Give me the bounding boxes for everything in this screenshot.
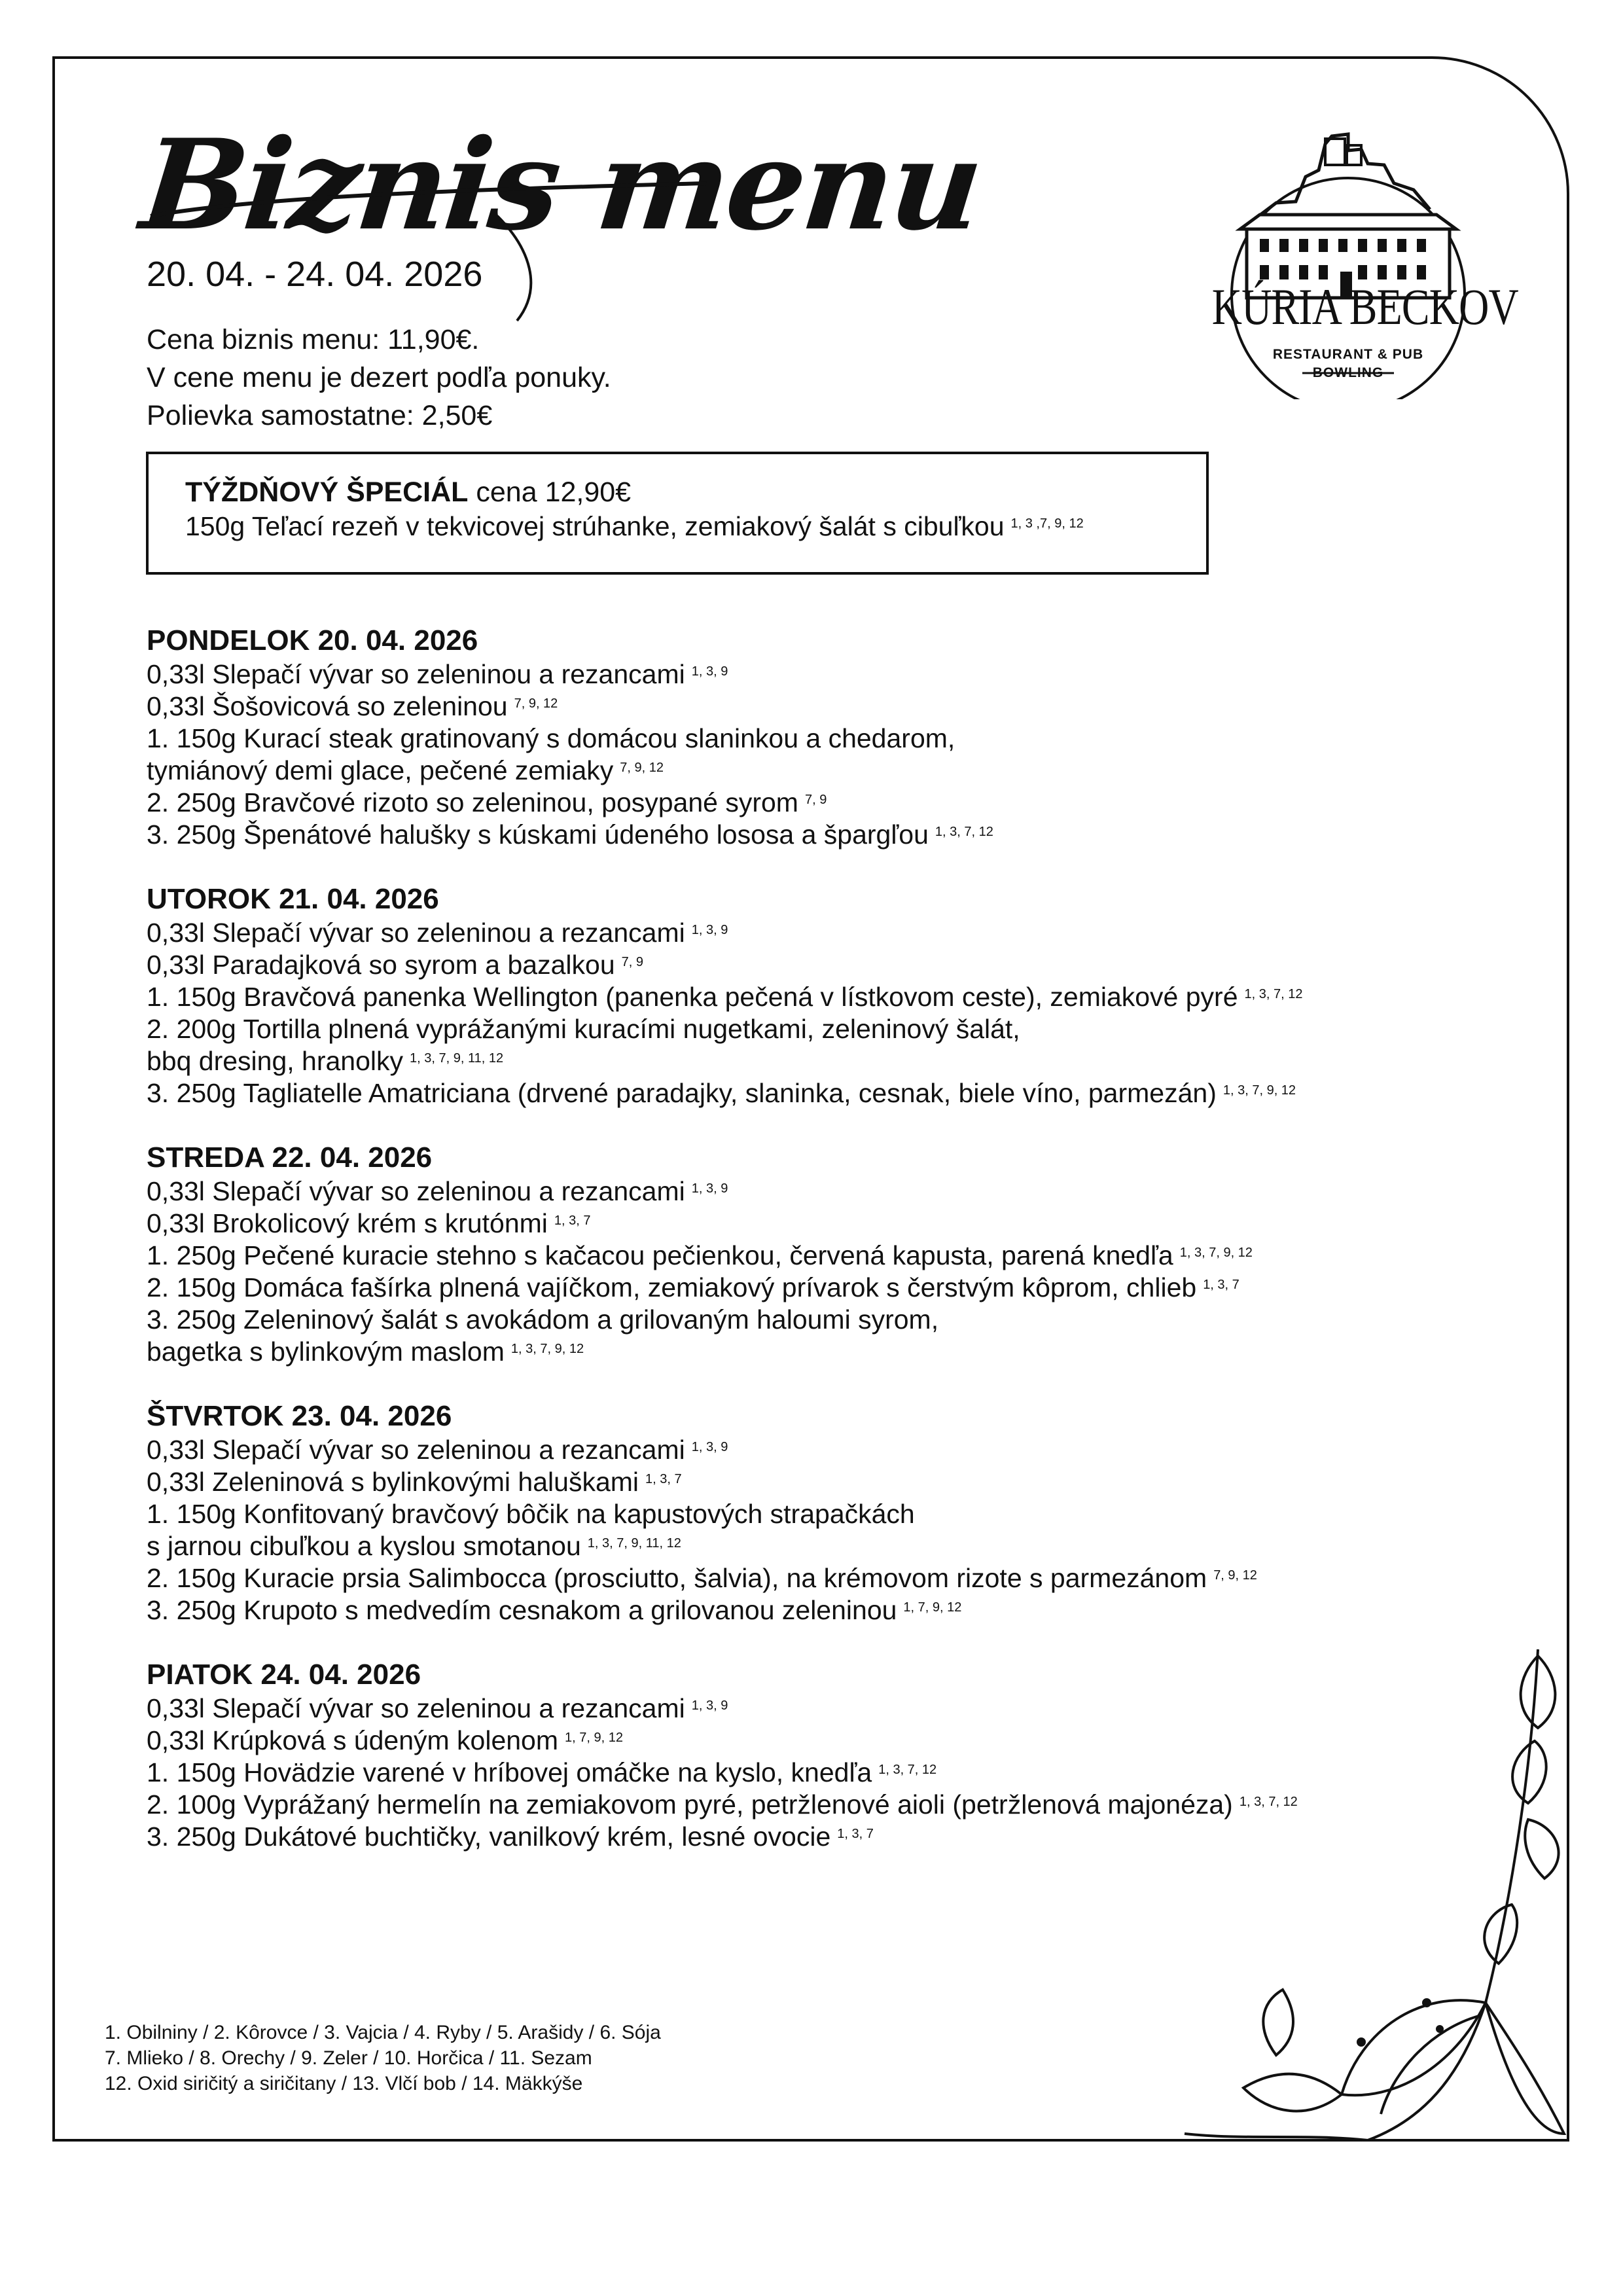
- allergen-legend: [105, 2020, 661, 2096]
- allergen-codes: 1, 3, 9: [691, 923, 728, 937]
- menu-item-text: 2. 100g Vyprážaný hermelín na zemiakovom pyré, petržlenové aioli (petržlenová majonéza): [147, 1789, 1233, 1820]
- menu-item: [147, 981, 1521, 1013]
- menu-item-text: 0,33l Slepačí vývar so zeleninou a rezancami: [147, 659, 685, 689]
- allergen-codes: 7, 9, 12: [620, 761, 664, 775]
- menu-item: [147, 1208, 1521, 1240]
- menu-item-text: 0,33l Slepačí vývar so zeleninou a rezancami: [147, 1176, 685, 1206]
- allergen-codes: 1, 3, 7, 12: [1239, 1795, 1298, 1809]
- menu-item-text: 0,33l Krúpková s údeným kolenom: [147, 1725, 559, 1755]
- special-dish: 150g Teľací rezeň v tekvicovej strúhanke, zemiakový šalát s cibuľkou: [185, 511, 1005, 541]
- allergen-codes: 7, 9, 12: [1213, 1568, 1257, 1583]
- menu-item-text: 3. 250g Zeleninový šalát s avokádom a grilovaným haloumi syrom,: [147, 1304, 939, 1335]
- menu-item-text: tymiánový demi glace, pečené zemiaky: [147, 755, 614, 785]
- menu-item-text: 3. 250g Dukátové buchtičky, vanilkový krém, lesné ovocie: [147, 1821, 831, 1852]
- menu-item-text: 0,33l Slepačí vývar so zeleninou a rezancami: [147, 1435, 685, 1465]
- allergen-codes: 7, 9: [804, 793, 827, 807]
- allergen-codes: 1, 3, 7: [1203, 1278, 1240, 1292]
- allergen-codes: 1, 3, 7, 9, 11, 12: [410, 1051, 504, 1066]
- floral-decoration: [1145, 1636, 1577, 2147]
- menu-item-text: 3. 250g Krupoto s medvedím cesnakom a grilovanou zeleninou: [147, 1595, 897, 1625]
- menu-item-text: 1. 150g Kurací steak gratinovaný s domácou slaninkou a chedarom,: [147, 723, 955, 753]
- menu-item-text: bagetka s bylinkovým maslom: [147, 1336, 505, 1367]
- day-section: [147, 882, 1521, 1109]
- day-title: STREDA 22. 04. 2026: [147, 1141, 433, 1174]
- menu-item: [147, 691, 1521, 723]
- allergen-legend-line: 1. Obilniny / 2. Kôrovce / 3. Vajcia / 4. Ryby / 5. Arašidy / 6. Sója: [105, 2022, 661, 2043]
- menu-item: [147, 1304, 1521, 1336]
- menu-item-text: 1. 250g Pečené kuracie stehno s kačacou pečienkou, červená kapusta, parená knedľa: [147, 1240, 1173, 1270]
- menu-item-text: 0,33l Slepačí vývar so zeleninou a rezancami: [147, 1693, 685, 1723]
- menu-item-text: 1. 150g Konfitovaný bravčový bôčik na kapustových strapačkách: [147, 1499, 915, 1529]
- special-price: cena 12,90€: [476, 476, 632, 508]
- day-title: UTOROK 21. 04. 2026: [147, 883, 439, 915]
- menu-item: [147, 1466, 1521, 1498]
- menu-item: [147, 723, 1521, 755]
- allergen-codes: 7, 9: [621, 955, 643, 969]
- allergen-codes: 1, 3, 7, 12: [1244, 987, 1303, 1001]
- menu-item-text: 0,33l Zeleninová s bylinkovými haluškami: [147, 1467, 639, 1497]
- menu-item-text: 3. 250g Tagliatelle Amatriciana (drvené paradajky, slaninka, cesnak, biele víno, parmezán): [147, 1078, 1217, 1108]
- menu-item: [147, 1175, 1521, 1208]
- menu-item-text: 0,33l Slepačí vývar so zeleninou a rezancami: [147, 918, 685, 948]
- menu-item: [147, 1045, 1521, 1077]
- special-label: TÝŽDŇOVÝ ŠPECIÁL: [185, 476, 469, 508]
- allergen-codes: 1, 3, 7, 9, 12: [1222, 1083, 1296, 1098]
- date-range: 20. 04. - 24. 04. 2026: [147, 255, 483, 294]
- day-title: ŠTVRTOK 23. 04. 2026: [147, 1400, 452, 1432]
- price-line: Polievka samostatne: 2,50€: [147, 400, 493, 431]
- menu-item: [147, 1530, 1521, 1562]
- allergen-legend-line: 12. Oxid siričitý a siričitany / 13. Vlčí bob / 14. Mäkkýše: [105, 2073, 583, 2094]
- menu-item: [147, 949, 1521, 981]
- menu-item-text: s jarnou cibuľkou a kyslou smotanou: [147, 1531, 581, 1561]
- allergen-codes: 1, 3, 7, 9, 12: [1179, 1246, 1253, 1260]
- menu-item-text: 2. 200g Tortilla plnená vyprážanými kuracími nugetkami, zeleninový šalát,: [147, 1014, 1020, 1044]
- price-line: V cene menu je dezert podľa ponuky.: [147, 362, 611, 393]
- menu-item: [147, 1498, 1521, 1530]
- allergen-codes: 7, 9, 12: [514, 696, 558, 711]
- menu-item: [147, 1240, 1521, 1272]
- menu-item: [147, 1594, 1521, 1626]
- title-brush-strokes: [131, 118, 720, 327]
- allergen-codes: 1, 3, 9: [691, 1698, 728, 1713]
- menu-item-text: 1. 150g Bravčová panenka Wellington (panenka pečená v lístkovom ceste), zemiakové pyré: [147, 982, 1238, 1012]
- menu-item: [147, 755, 1521, 787]
- allergen-codes: 1, 3, 7: [837, 1827, 874, 1841]
- allergen-codes: 1, 3, 7, 12: [935, 825, 993, 839]
- day-title: PONDELOK 20. 04. 2026: [147, 624, 478, 656]
- price-line: Cena biznis menu: 11,90€.: [147, 324, 480, 355]
- menu-item: [147, 658, 1521, 691]
- menu-item-text: 2. 150g Kuracie prsia Salimbocca (prosciutto, šalvia), na krémovom rizote s parmezánom: [147, 1563, 1207, 1593]
- day-section: [147, 1399, 1521, 1626]
- menu-item-text: 1. 150g Hovädzie varené v hríbovej omáčke na kyslo, knedľa: [147, 1757, 872, 1787]
- day-section: [147, 623, 1521, 851]
- menu-item: [147, 819, 1521, 851]
- menu-item: [147, 1562, 1521, 1594]
- price-info: [147, 321, 611, 435]
- menu-item-text: 0,33l Brokolicový krém s krutónmi: [147, 1208, 548, 1238]
- logo-subtitle: RESTAURANT & PUB: [1272, 347, 1424, 362]
- day-section: [147, 1140, 1521, 1368]
- menu-item: [147, 1272, 1521, 1304]
- allergen-codes: 1, 3, 7: [645, 1472, 682, 1486]
- logo-name: KÚRIA BECKOV: [1211, 278, 1518, 335]
- day-title: PIATOK 24. 04. 2026: [147, 1659, 421, 1691]
- menu-item-text: 0,33l Šošovicová so zeleninou: [147, 691, 508, 721]
- menu-item: [147, 917, 1521, 949]
- allergen-codes: 1, 3, 7, 12: [878, 1763, 937, 1777]
- menu-item-text: 0,33l Paradajková so syrom a bazalkou: [147, 950, 615, 980]
- weekly-special-box: [146, 452, 1209, 575]
- allergen-codes: 1, 3 ,7, 9, 12: [1010, 516, 1084, 531]
- menu-item: [147, 1013, 1521, 1045]
- allergen-codes: 1, 3, 9: [691, 1440, 728, 1454]
- allergen-codes: 1, 3, 7, 9, 12: [510, 1342, 584, 1356]
- menu-item-text: 2. 250g Bravčové rizoto so zeleninou, posypané syrom: [147, 787, 798, 817]
- menu-item-text: bbq dresing, hranolky: [147, 1046, 404, 1076]
- menu-item-text: 2. 150g Domáca fašírka plnená vajíčkom, zemiakový prívarok s čerstvým kôprom, chlieb: [147, 1272, 1197, 1302]
- allergen-codes: 1, 3, 7: [554, 1213, 591, 1228]
- menu-item: [147, 787, 1521, 819]
- allergen-codes: 1, 3, 7, 9, 11, 12: [587, 1536, 681, 1551]
- allergen-legend-line: 7. Mlieko / 8. Orechy / 9. Zeler / 10. Horčica / 11. Sezam: [105, 2047, 592, 2069]
- allergen-codes: 1, 7, 9, 12: [903, 1600, 962, 1615]
- menu-item-text: 3. 250g Špenátové halušky s kúskami údeného lososa a špargľou: [147, 819, 929, 850]
- allergen-codes: 1, 7, 9, 12: [565, 1731, 623, 1745]
- menu-item: [147, 1336, 1521, 1368]
- allergen-codes: 1, 3, 9: [691, 664, 728, 679]
- allergen-codes: 1, 3, 9: [691, 1181, 728, 1196]
- menu-item: [147, 1077, 1521, 1109]
- page-title: Biznis menu: [135, 112, 988, 258]
- logo-subtitle: BOWLING: [1312, 365, 1384, 380]
- menu-item: [147, 1434, 1521, 1466]
